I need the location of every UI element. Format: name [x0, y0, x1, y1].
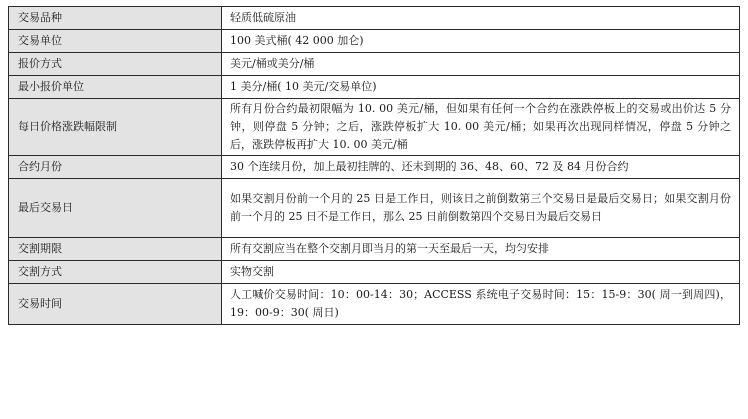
row-label: 交割方式	[9, 261, 222, 284]
table-row-trading-unit	[9, 30, 740, 53]
table-row-last-trading-day	[9, 179, 740, 238]
contract-spec-table	[8, 6, 740, 325]
row-value: 30 个连续月份，加上最初挂牌的、还未到期的 36、48、60、72 及 84 月份合约	[222, 156, 740, 179]
table-row-quotation	[9, 53, 740, 76]
table-row-delivery-method	[9, 261, 740, 284]
contract-spec-document	[8, 6, 739, 325]
row-label: 报价方式	[9, 53, 222, 76]
row-label: 最小报价单位	[9, 76, 222, 99]
row-value: 100 美式桶( 42 000 加仑)	[222, 30, 740, 53]
row-label: 交易时间	[9, 284, 222, 325]
row-value: 1 美分/桶( 10 美元/交易单位)	[222, 76, 740, 99]
row-label: 合约月份	[9, 156, 222, 179]
row-value: 所有交割应当在整个交割月即当月的第一天至最后一天，均匀安排	[222, 238, 740, 261]
table-row-daily-limit	[9, 99, 740, 156]
row-value: 人工喊价交易时间：10：00-14：30；ACCESS 系统电子交易时间：15：15-9：30( 周一到周四)，19：00-9：30( 周日)	[222, 284, 740, 325]
row-label: 最后交易日	[9, 179, 222, 238]
row-value: 所有月份合约最初限幅为 10. 00 美元/桶，但如果有任何一个合约在涨跌停板上的交易或出价达 5 分钟，则停盘 5 分钟；之后，涨跌停板扩大 10. 00 美元/桶；如果再次出现同样情况，停盘 5 分钟之后，涨跌停板再扩大 10. 00 美元/桶	[222, 99, 740, 156]
table-row-delivery-period	[9, 238, 740, 261]
row-label: 交易品种	[9, 7, 222, 30]
row-label: 每日价格涨跌幅限制	[9, 99, 222, 156]
table-row-trading-product	[9, 7, 740, 30]
row-value: 如果交割月份前一个月的 25 日是工作日，则该日之前倒数第三个交易日是最后交易日；如果交割月份前一个月的 25 日不是工作日，那么 25 日前倒数第四个交易日为最后交易日	[222, 179, 740, 238]
row-value: 美元/桶或美分/桶	[222, 53, 740, 76]
table-row-contract-months	[9, 156, 740, 179]
row-label: 交割期限	[9, 238, 222, 261]
table-row-trading-hours	[9, 284, 740, 325]
row-value: 实物交割	[222, 261, 740, 284]
table-row-min-tick	[9, 76, 740, 99]
row-label: 交易单位	[9, 30, 222, 53]
row-value: 轻质低硫原油	[222, 7, 740, 30]
